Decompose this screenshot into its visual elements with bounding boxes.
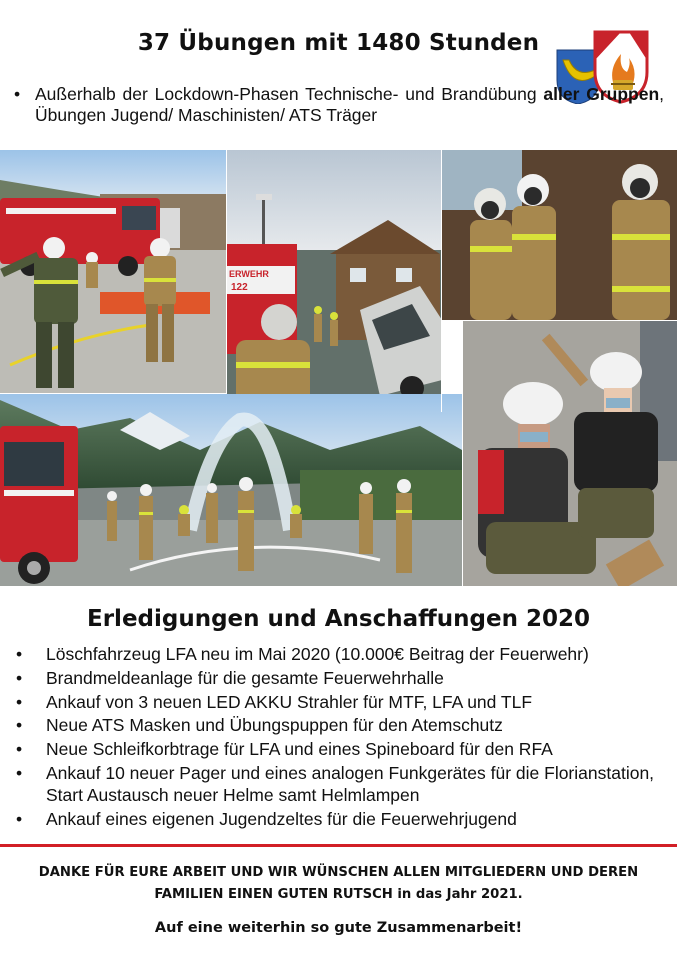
photo-breathing-apparatus — [442, 150, 677, 320]
fire-truck-front — [0, 426, 78, 584]
intro-paragraph — [14, 84, 664, 126]
intro-bullet: • — [14, 84, 21, 104]
thanks-line-2: FAMILIEN EINEN GUTEN RUTSCH in das Jahr 2021. — [154, 887, 523, 902]
thanks-message — [20, 862, 657, 906]
thanks-line-1: DANKE FÜR EURE ARBEIT UND WIR WÜNSCHEN ALLEN MITGLIEDERN UND DEREN — [38, 865, 639, 880]
list-item: • Ankauf 10 neuer Pager und eines analogen Funkgerätes für die Florianstation, Start Austausch neuer Helme samt Helmlampen — [16, 762, 666, 806]
intro-bold-text: aller Gruppen — [543, 84, 660, 104]
intro-text-end: , Übungen Jugend/ Maschinisten/ ATS Träger — [35, 84, 665, 125]
intro-text: Außerhalb der Lockdown-Phasen Technische- und Brandübung — [35, 84, 544, 104]
closing-line: Auf eine weiterhin so gute Zusammenarbeit! — [154, 920, 523, 936]
photo-youth-group — [463, 321, 677, 586]
list-item: • Neue ATS Masken und Übungspuppen für den Atemschutz — [16, 714, 666, 736]
achievements-list — [16, 643, 666, 832]
truck-sign-2: 122 — [231, 282, 248, 293]
list-item: • Ankauf von 3 neuen LED AKKU Strahler für MTF, LFA und TLF — [16, 691, 666, 713]
truck-sign-1: ERWEHR — [229, 269, 269, 279]
photo-collage — [0, 150, 677, 586]
section-title: Erledigungen und Anschaffungen 2020 — [87, 606, 590, 632]
list-item: • Ankauf eines eigenen Jugendzeltes für die Feuerwehrjugend — [16, 808, 666, 830]
list-item: • Brandmeldeanlage für die gesamte Feuerwehrhalle — [16, 667, 666, 689]
photo-mountain-water-drill — [0, 394, 462, 586]
list-item: • Löschfahrzeug LFA neu im Mai 2020 (10.000€ Beitrag der Feuerwehr) — [16, 643, 666, 665]
page-title: 37 Übungen mit 1480 Stunden — [137, 30, 540, 56]
list-item: • Neue Schleifkorbtrage für LFA und eines Spineboard für den RFA — [16, 738, 666, 760]
photo-night-exercise — [227, 150, 442, 412]
photo-yard-drill — [0, 150, 226, 393]
red-divider — [0, 844, 677, 847]
